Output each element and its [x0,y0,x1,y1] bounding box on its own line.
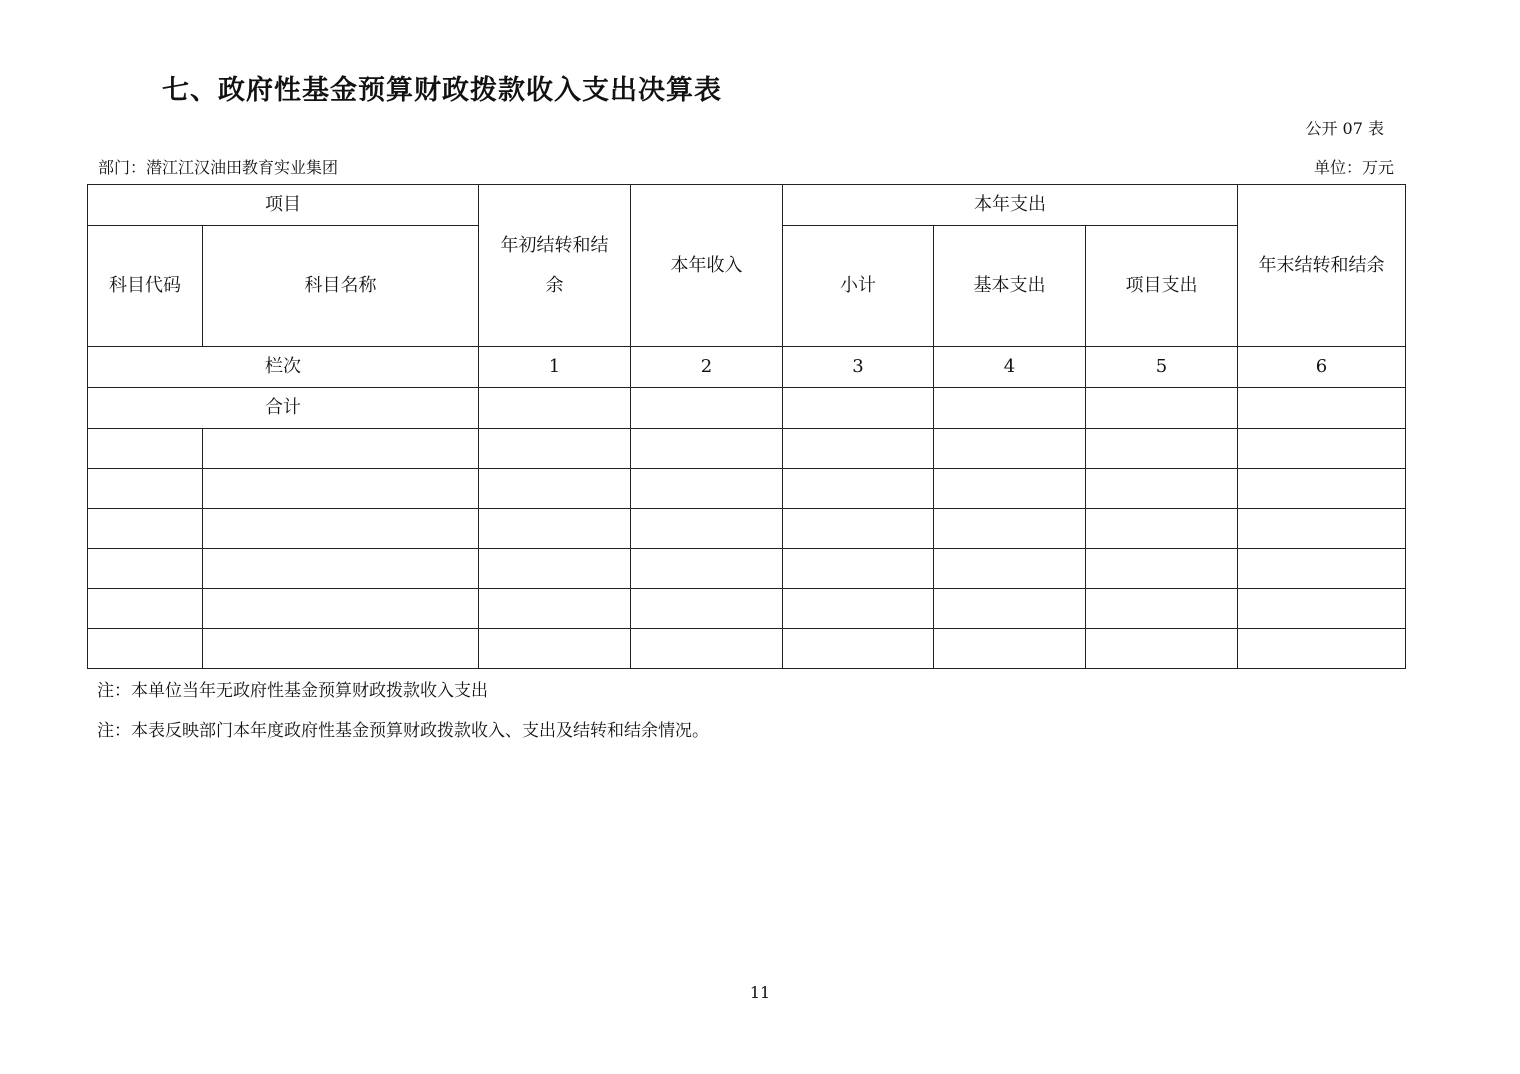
row-value-cell [1238,629,1406,669]
total-cell [1086,388,1238,429]
table-row [88,549,1406,589]
row-value-cell [631,429,783,469]
row-value-cell [934,589,1086,629]
header-expense-group: 本年支出 [783,185,1238,226]
total-cell [631,388,783,429]
row-value-cell [1086,589,1238,629]
row-value-cell [1086,429,1238,469]
row-value-cell [479,549,631,589]
form-code: 公开 07 表 [1305,119,1384,138]
total-row [88,388,1406,429]
row-value-cell [631,509,783,549]
row-value-cell [783,549,934,589]
row-value-cell [783,509,934,549]
row-value-cell [1238,509,1406,549]
row-name-cell [203,429,479,469]
row-value-cell [783,589,934,629]
row-code-cell [88,509,203,549]
unit-label: 单位：万元 [1313,158,1394,177]
table-row [88,589,1406,629]
table-row [88,629,1406,669]
row-value-cell [1086,549,1238,589]
row-name-cell [203,469,479,509]
column-number: 3 [783,347,934,388]
header-item: 项目 [88,185,479,226]
row-value-cell [783,469,934,509]
page-number: 11 [749,983,771,1002]
header-carry-in-label: 年初结转和结余 [500,234,609,296]
header-project: 项目支出 [1086,226,1238,347]
column-number-row [88,347,1406,388]
total-cell [1238,388,1406,429]
note-no-funds: 注：本单位当年无政府性基金预算财政拨款收入支出 [97,681,488,701]
row-value-cell [1238,549,1406,589]
row-value-cell [934,509,1086,549]
row-name-cell [203,509,479,549]
column-number: 4 [934,347,1086,388]
header-code: 科目代码 [88,226,203,347]
row-value-cell [631,629,783,669]
column-number: 1 [479,347,631,388]
row-name-cell [203,629,479,669]
row-value-cell [1238,589,1406,629]
row-value-cell [934,469,1086,509]
row-value-cell [1086,629,1238,669]
column-number: 5 [1086,347,1238,388]
row-value-cell [479,469,631,509]
row-value-cell [783,429,934,469]
column-number: 6 [1238,347,1406,388]
row-value-cell [479,429,631,469]
row-value-cell [631,549,783,589]
row-code-cell [88,469,203,509]
row-value-cell [479,589,631,629]
header-name: 科目名称 [203,226,479,347]
header-subtotal: 小计 [783,226,934,347]
row-value-cell [631,469,783,509]
row-value-cell [479,509,631,549]
page-title: 七、政府性基金预算财政拨款收入支出决算表 [162,75,722,106]
total-cell [479,388,631,429]
row-value-cell [934,629,1086,669]
row-value-cell [1238,469,1406,509]
column-row-label: 栏次 [88,347,479,388]
row-code-cell [88,629,203,669]
row-value-cell [934,549,1086,589]
row-name-cell [203,549,479,589]
row-value-cell [631,589,783,629]
budget-table [87,184,1406,669]
header-row-1 [88,185,1406,226]
row-value-cell [783,629,934,669]
row-value-cell [1086,469,1238,509]
header-basic: 基本支出 [934,226,1086,347]
total-cell [934,388,1086,429]
row-code-cell [88,549,203,589]
row-name-cell [203,589,479,629]
row-value-cell [479,629,631,669]
total-row-label: 合计 [88,388,479,429]
table-row [88,509,1406,549]
note-description: 注：本表反映部门本年度政府性基金预算财政拨款收入、支出及结转和结余情况。 [97,721,709,741]
table-row [88,429,1406,469]
department-label: 部门：潜江江汉油田教育实业集团 [98,158,339,177]
header-carry-out: 年末结转和结余 [1238,185,1406,347]
total-cell [783,388,934,429]
row-code-cell [88,429,203,469]
table-row [88,469,1406,509]
row-value-cell [934,429,1086,469]
row-value-cell [1238,429,1406,469]
header-carry-in [479,185,631,347]
row-code-cell [88,589,203,629]
row-value-cell [1086,509,1238,549]
column-number: 2 [631,347,783,388]
header-income: 本年收入 [631,185,783,347]
